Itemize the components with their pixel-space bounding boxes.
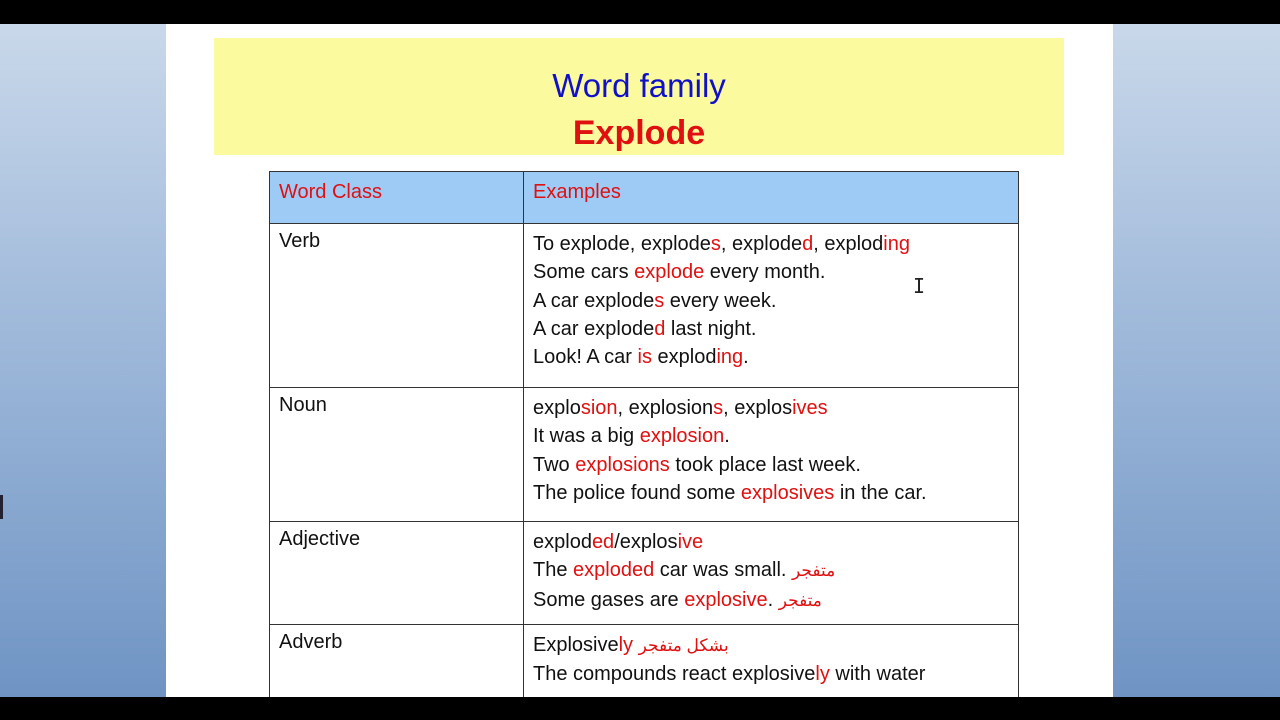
table-row	[270, 625, 1019, 698]
title-box	[214, 38, 1064, 155]
example-text: explod	[651, 346, 717, 369]
example-text: Some cars	[533, 261, 635, 284]
table-header-row	[270, 172, 1019, 224]
examples-cell	[524, 224, 1019, 388]
example-line	[533, 287, 1009, 315]
example-text: Explosive	[533, 634, 619, 656]
example-line	[533, 315, 1009, 343]
example-line	[533, 631, 1009, 660]
examples-cell	[524, 388, 1019, 522]
example-text: , explosion	[617, 397, 714, 419]
highlighted-text: explosive	[684, 588, 768, 611]
example-text: explod	[533, 531, 592, 553]
highlighted-text: ing	[716, 346, 744, 369]
example-text: , explod	[813, 233, 884, 255]
example-text: .	[724, 425, 730, 448]
example-line	[533, 451, 1009, 479]
highlighted-text: sion	[580, 397, 618, 419]
example-text: , explos	[723, 397, 793, 419]
word-class-cell: Adjective	[270, 522, 524, 625]
highlighted-text: explosion	[639, 425, 725, 448]
example-text: every week.	[664, 289, 777, 312]
example-text: .	[767, 588, 779, 611]
table-row	[270, 224, 1019, 388]
title-explode: Explode	[572, 114, 706, 152]
example-text: A car explode	[533, 317, 655, 340]
background-left	[0, 24, 166, 697]
example-text: A car explode	[533, 289, 655, 312]
example-text: The	[533, 559, 574, 582]
highlighted-text: ly	[815, 663, 830, 686]
document-page	[166, 24, 1113, 697]
example-text: in the car.	[834, 481, 927, 504]
highlighted-text: s	[654, 289, 665, 312]
example-text: /explos	[614, 531, 678, 553]
example-text: , explode	[720, 233, 803, 255]
example-line	[533, 556, 1009, 585]
highlighted-text: ives	[792, 397, 828, 419]
example-text: The compounds react explosive	[533, 663, 816, 686]
example-text: explo	[533, 397, 581, 419]
word-class-cell: Noun	[270, 388, 524, 522]
table-row	[270, 388, 1019, 522]
example-text: last night.	[665, 317, 757, 340]
highlighted-text: ed	[591, 531, 615, 553]
example-text: .	[743, 346, 749, 369]
example-text: To explode, explode	[533, 233, 711, 255]
example-text: The police found some	[533, 481, 741, 504]
word-class-cell: Verb	[270, 224, 524, 388]
highlighted-text: d	[802, 233, 814, 255]
title-word-family: Word family	[552, 67, 726, 104]
word-family-table	[269, 171, 1019, 697]
example-text: Two	[533, 453, 576, 476]
example-text: with water	[829, 663, 926, 686]
example-line	[533, 660, 1009, 688]
highlighted-text: s	[713, 397, 724, 419]
word-class-cell: Adverb	[270, 625, 524, 698]
highlighted-text: explosions	[575, 453, 670, 476]
example-line	[533, 394, 1009, 422]
example-text: Some gases are	[533, 588, 685, 611]
example-text: It was a big	[533, 425, 640, 448]
header-examples: Examples	[524, 172, 1019, 224]
edge-marker	[0, 495, 3, 519]
example-text: car was small.	[654, 559, 793, 582]
example-line	[533, 586, 1009, 615]
highlighted-text: ing	[883, 233, 910, 255]
background-right	[1113, 24, 1280, 697]
examples-cell	[524, 625, 1019, 698]
text-cursor-icon: I	[913, 274, 926, 298]
highlighted-text: s	[710, 233, 721, 255]
example-line	[533, 528, 1009, 556]
highlighted-text: بشكل متفجر	[638, 636, 729, 655]
example-line	[533, 422, 1009, 450]
examples-cell	[524, 522, 1019, 625]
highlighted-text: d	[654, 317, 666, 340]
highlighted-text: ive	[677, 531, 704, 553]
example-line	[533, 230, 1009, 258]
example-line	[533, 343, 1009, 371]
example-text: every month.	[704, 261, 826, 284]
header-word-class: Word Class	[270, 172, 524, 224]
highlighted-text: exploded	[573, 559, 655, 582]
highlighted-text: explosives	[740, 481, 835, 504]
highlighted-text: ly	[618, 634, 634, 656]
table-row	[270, 522, 1019, 625]
example-line	[533, 258, 1009, 286]
highlighted-text: is	[637, 346, 652, 369]
highlighted-text: explode	[634, 261, 705, 284]
example-text: took place last week.	[669, 453, 861, 476]
highlighted-text: متفجر	[792, 561, 836, 581]
example-line	[533, 479, 1009, 507]
highlighted-text: متفجر	[778, 590, 822, 610]
example-text: Look! A car	[533, 346, 638, 369]
